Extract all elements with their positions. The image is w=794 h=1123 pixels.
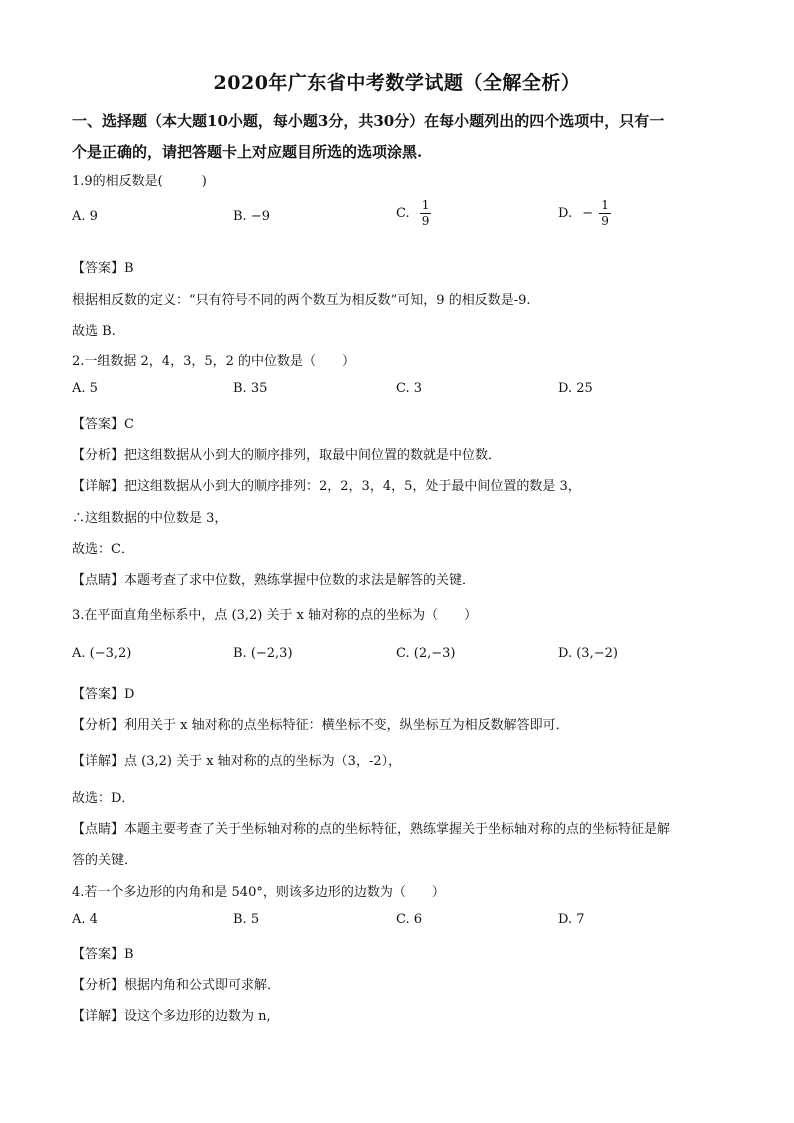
q2-option-b: B. 35 xyxy=(233,381,268,396)
q2-stem: 2.一组数据 2，4，3，5，2 的中位数是（ ） xyxy=(72,354,356,369)
q1-option-d-numerator: 1 xyxy=(601,198,609,212)
q2-therefore: ∴这组数据的中位数是 3， xyxy=(72,511,228,526)
q1-stem: 1.9的相反数是( ) xyxy=(72,174,207,189)
q2-detail: 【详解】把这组数据从小到大的顺序排列：2，2，3，4，5，处于最中间位置的数是 3， xyxy=(72,479,581,494)
q2-analysis: 【分析】把这组数据从小到大的顺序排列，取最中间位置的数就是中位数． xyxy=(72,448,502,463)
q4-detail: 【详解】设这个多边形的边数为 n, xyxy=(72,1009,271,1024)
q1-option-c-label: C. xyxy=(396,206,410,221)
q1-explanation: 根据相反数的定义：“只有符号不同的两个数互为相反数”可知，9 的相反数是-9. xyxy=(72,293,531,308)
q2-answer: 【答案】C xyxy=(72,417,134,432)
q1-option-d-fraction xyxy=(599,198,611,229)
q3-option-b: B. (−2,3) xyxy=(233,646,293,661)
q1-option-b: B. −9 xyxy=(233,209,270,224)
q1-option-a: A. 9 xyxy=(72,209,98,224)
q4-analysis: 【分析】根据内角和公式即可求解． xyxy=(72,978,281,993)
q2-choose: 故选：C． xyxy=(72,542,134,557)
q3-option-c: C. (2,−3) xyxy=(396,646,456,661)
q2-option-d: D. 25 xyxy=(558,381,593,396)
q4-option-b: B. 5 xyxy=(233,912,260,927)
q4-option-d: D. 7 xyxy=(558,912,585,927)
q1-option-d xyxy=(558,198,611,229)
q4-option-c: C. 6 xyxy=(396,912,423,927)
page-title: 2020年广东省中考数学试题（全解全析） xyxy=(213,72,581,94)
q3-option-a: A. (−3,2) xyxy=(72,646,132,661)
q2-comment: 【点睛】本题考查了求中位数，熟练掌握中位数的求法是解答的关键． xyxy=(72,573,476,588)
q3-stem: 3.在平面直角坐标系中，点 (3,2) 关于 x 轴对称的点的坐标为（ ） xyxy=(72,608,478,623)
q1-option-c-denominator: 9 xyxy=(421,214,430,228)
q1-answer: 【答案】B xyxy=(72,261,134,276)
section-heading-line-1: 一、选择题（本大题10小题，每小题3分，共30分）在每小题列出的四个选项中，只有一 xyxy=(72,112,665,130)
q1-option-c-fraction xyxy=(420,198,432,229)
q1-option-c-numerator: 1 xyxy=(421,198,430,212)
q3-answer: 【答案】D xyxy=(72,687,135,702)
q1-option-d-denominator: 9 xyxy=(601,214,609,228)
q3-comment-line-1: 【点睛】本题主要考查了关于坐标轴对称的点的坐标特征，熟练掌握关于坐标轴对称的点的坐标特征是解 xyxy=(72,822,671,837)
q2-option-a: A. 5 xyxy=(72,381,98,396)
section-heading-line-2: 个是正确的，请把答题卡上对应题目所选的选项涂黑. xyxy=(72,143,423,161)
q1-option-d-sign: − xyxy=(582,206,594,221)
q3-option-d: D. (3,−2) xyxy=(558,646,618,661)
q3-analysis: 【分析】利用关于 x 轴对称的点坐标特征：横坐标不变，纵坐标互为相反数解答即可． xyxy=(72,718,569,733)
q1-option-d-label: D. xyxy=(558,206,573,221)
q4-answer: 【答案】B xyxy=(72,947,134,962)
q2-option-c: C. 3 xyxy=(396,381,423,396)
q1-option-c xyxy=(396,198,431,229)
q3-choose: 故选：D． xyxy=(72,791,135,806)
q3-comment-line-2: 答的关键． xyxy=(72,853,138,868)
q4-stem: 4.若一个多边形的内角和是 540°，则该多边形的边数为（ ） xyxy=(72,885,445,900)
q4-option-a: A. 4 xyxy=(72,912,98,927)
q1-choose: 故选 B. xyxy=(72,324,116,339)
q3-detail: 【详解】点 (3,2) 关于 x 轴对称的点的坐标为（3，-2）， xyxy=(72,754,402,769)
